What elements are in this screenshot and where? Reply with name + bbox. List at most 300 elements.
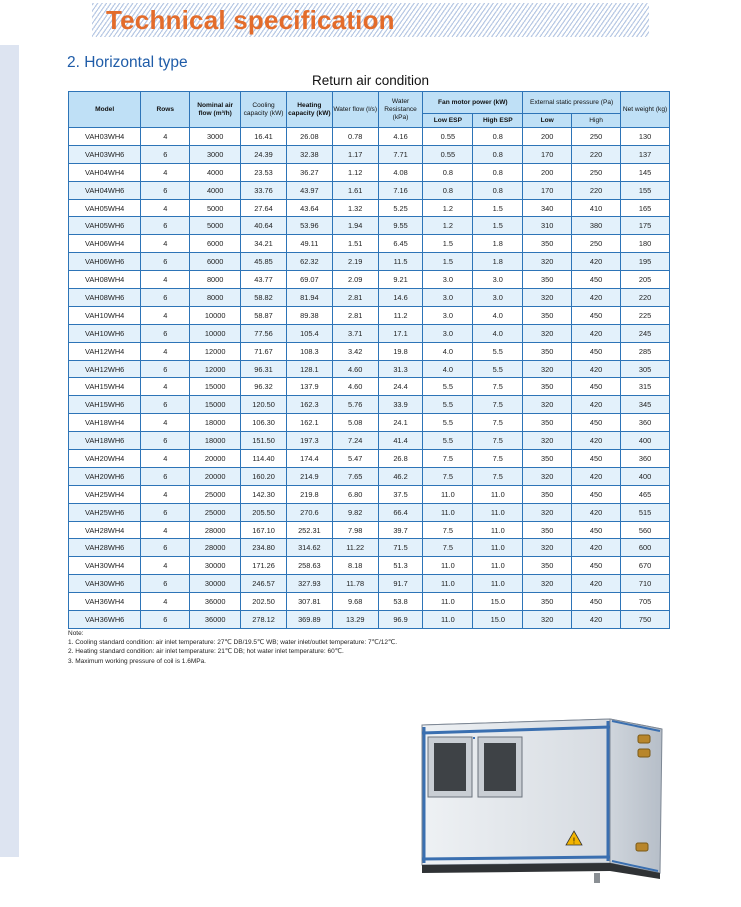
cell-fan-low: 11.0 (423, 557, 473, 575)
cell-water-resistance: 31.3 (378, 360, 423, 378)
cell-esp-high: 420 (572, 432, 621, 450)
table-row (69, 503, 670, 521)
cell-fan-low: 11.0 (423, 485, 473, 503)
cell-model: VAH20WH4 (69, 450, 141, 468)
cell-weight: 130 (621, 128, 670, 146)
cell-esp-high: 420 (572, 611, 621, 629)
cell-weight: 515 (621, 503, 670, 521)
cell-water-resistance: 33.9 (378, 396, 423, 414)
cell-esp-high: 420 (572, 289, 621, 307)
cell-airflow: 28000 (190, 539, 241, 557)
cell-fan-low: 3.0 (423, 306, 473, 324)
cell-weight: 400 (621, 432, 670, 450)
cell-airflow: 25000 (190, 485, 241, 503)
cell-water-flow: 11.78 (332, 575, 378, 593)
cell-water-flow: 1.61 (332, 181, 378, 199)
cell-weight: 165 (621, 199, 670, 217)
cell-rows: 6 (141, 145, 190, 163)
cell-weight: 305 (621, 360, 670, 378)
cell-heating: 105.4 (286, 324, 332, 342)
col-header-fan-low: Low ESP (423, 114, 473, 128)
cell-esp-low: 320 (523, 539, 572, 557)
cell-water-resistance: 19.8 (378, 342, 423, 360)
cell-water-resistance: 26.8 (378, 450, 423, 468)
cell-water-flow: 9.68 (332, 593, 378, 611)
cell-model: VAH05WH6 (69, 217, 141, 235)
cell-esp-high: 420 (572, 575, 621, 593)
cell-esp-low: 310 (523, 217, 572, 235)
cell-water-flow: 2.09 (332, 271, 378, 289)
cell-fan-high: 11.0 (473, 521, 523, 539)
cell-water-resistance: 9.21 (378, 271, 423, 289)
cell-fan-low: 3.0 (423, 271, 473, 289)
cell-fan-high: 0.8 (473, 145, 523, 163)
cell-fan-low: 1.5 (423, 235, 473, 253)
cell-cooling: 151.50 (241, 432, 287, 450)
cell-fan-low: 1.2 (423, 199, 473, 217)
cell-cooling: 114.40 (241, 450, 287, 468)
table-row (69, 414, 670, 432)
cell-heating: 137.9 (286, 378, 332, 396)
cell-model: VAH08WH6 (69, 289, 141, 307)
cell-cooling: 120.50 (241, 396, 287, 414)
cell-model: VAH36WH6 (69, 611, 141, 629)
cell-fan-low: 4.0 (423, 342, 473, 360)
cell-esp-low: 170 (523, 145, 572, 163)
cell-cooling: 58.87 (241, 306, 287, 324)
cell-fan-high: 7.5 (473, 396, 523, 414)
cell-airflow: 12000 (190, 360, 241, 378)
cell-esp-low: 320 (523, 360, 572, 378)
cell-fan-low: 11.0 (423, 575, 473, 593)
cell-rows: 6 (141, 611, 190, 629)
cell-weight: 400 (621, 467, 670, 485)
table-row (69, 611, 670, 629)
cell-rows: 4 (141, 235, 190, 253)
cell-water-flow: 5.47 (332, 450, 378, 468)
cell-cooling: 27.64 (241, 199, 287, 217)
table-row (69, 575, 670, 593)
cell-fan-high: 5.5 (473, 360, 523, 378)
air-outlet-left (428, 737, 472, 797)
cell-esp-low: 350 (523, 235, 572, 253)
cell-esp-low: 350 (523, 450, 572, 468)
cell-cooling: 23.53 (241, 163, 287, 181)
cell-fan-low: 0.55 (423, 128, 473, 146)
cell-esp-low: 170 (523, 181, 572, 199)
cell-fan-low: 5.5 (423, 432, 473, 450)
cell-water-resistance: 39.7 (378, 521, 423, 539)
cell-cooling: 106.30 (241, 414, 287, 432)
cell-water-resistance: 37.5 (378, 485, 423, 503)
cell-esp-low: 350 (523, 593, 572, 611)
cell-heating: 219.8 (286, 485, 332, 503)
page-title: Technical specification (106, 5, 395, 35)
cell-airflow: 15000 (190, 396, 241, 414)
cell-esp-high: 420 (572, 360, 621, 378)
cell-water-flow: 2.19 (332, 253, 378, 271)
cell-fan-low: 0.8 (423, 163, 473, 181)
cell-weight: 245 (621, 324, 670, 342)
cell-heating: 252.31 (286, 521, 332, 539)
cell-esp-low: 350 (523, 557, 572, 575)
cell-fan-high: 7.5 (473, 450, 523, 468)
table-row (69, 593, 670, 611)
cell-fan-high: 11.0 (473, 575, 523, 593)
cell-airflow: 3000 (190, 145, 241, 163)
cell-weight: 600 (621, 539, 670, 557)
cell-fan-high: 7.5 (473, 414, 523, 432)
cell-fan-low: 11.0 (423, 611, 473, 629)
cell-heating: 162.3 (286, 396, 332, 414)
cell-esp-high: 450 (572, 485, 621, 503)
cell-rows: 4 (141, 378, 190, 396)
cell-water-resistance: 5.25 (378, 199, 423, 217)
cell-heating: 53.96 (286, 217, 332, 235)
cell-fan-high: 7.5 (473, 467, 523, 485)
col-header-cooling: Cooling capacity (kW) (241, 92, 287, 128)
cell-water-flow: 4.60 (332, 378, 378, 396)
cell-model: VAH10WH6 (69, 324, 141, 342)
cell-weight: 175 (621, 217, 670, 235)
cell-cooling: 58.82 (241, 289, 287, 307)
cell-esp-high: 420 (572, 539, 621, 557)
table-row (69, 145, 670, 163)
table-row (69, 432, 670, 450)
cell-water-resistance: 9.55 (378, 217, 423, 235)
cell-fan-low: 11.0 (423, 503, 473, 521)
cell-airflow: 8000 (190, 271, 241, 289)
cell-fan-high: 1.8 (473, 235, 523, 253)
cell-rows: 4 (141, 306, 190, 324)
cell-water-resistance: 11.5 (378, 253, 423, 271)
note-item: 3. Maximum working pressure of coil is 1.6MPa. (68, 657, 206, 665)
cell-water-resistance: 41.4 (378, 432, 423, 450)
cell-water-resistance: 24.4 (378, 378, 423, 396)
cell-cooling: 96.32 (241, 378, 287, 396)
cell-weight: 137 (621, 145, 670, 163)
cell-water-resistance: 11.2 (378, 306, 423, 324)
cell-model: VAH15WH6 (69, 396, 141, 414)
table-row (69, 217, 670, 235)
cell-water-flow: 8.18 (332, 557, 378, 575)
cell-cooling: 40.64 (241, 217, 287, 235)
cell-fan-low: 5.5 (423, 396, 473, 414)
cell-esp-low: 320 (523, 503, 572, 521)
cell-esp-high: 250 (572, 163, 621, 181)
cell-esp-low: 200 (523, 163, 572, 181)
cell-rows: 6 (141, 217, 190, 235)
cell-cooling: 34.21 (241, 235, 287, 253)
cell-esp-low: 320 (523, 467, 572, 485)
cell-fan-high: 1.5 (473, 217, 523, 235)
cell-rows: 6 (141, 324, 190, 342)
table-row (69, 235, 670, 253)
cell-airflow: 6000 (190, 235, 241, 253)
cell-esp-low: 320 (523, 575, 572, 593)
cell-cooling: 160.20 (241, 467, 287, 485)
cell-airflow: 18000 (190, 432, 241, 450)
cell-rows: 6 (141, 181, 190, 199)
col-header-esp: External static pressure (Pa) (523, 92, 621, 114)
cell-esp-low: 340 (523, 199, 572, 217)
cell-esp-high: 250 (572, 128, 621, 146)
table-row (69, 378, 670, 396)
cell-esp-high: 220 (572, 181, 621, 199)
cell-fan-low: 7.5 (423, 521, 473, 539)
cell-model: VAH08WH4 (69, 271, 141, 289)
cell-cooling: 33.76 (241, 181, 287, 199)
cell-water-flow: 13.29 (332, 611, 378, 629)
cell-esp-low: 350 (523, 271, 572, 289)
cell-fan-low: 1.2 (423, 217, 473, 235)
table-row (69, 485, 670, 503)
cell-rows: 4 (141, 163, 190, 181)
cell-fan-high: 0.8 (473, 181, 523, 199)
cell-weight: 465 (621, 485, 670, 503)
cell-weight: 360 (621, 450, 670, 468)
cell-water-flow: 1.12 (332, 163, 378, 181)
cell-esp-low: 350 (523, 378, 572, 396)
cell-heating: 214.9 (286, 467, 332, 485)
table-row (69, 181, 670, 199)
cell-water-resistance: 17.1 (378, 324, 423, 342)
table-row (69, 253, 670, 271)
cell-rows: 6 (141, 360, 190, 378)
cell-water-flow: 3.42 (332, 342, 378, 360)
title-banner (92, 3, 649, 37)
cell-esp-low: 350 (523, 485, 572, 503)
cell-heating: 81.94 (286, 289, 332, 307)
cell-esp-low: 350 (523, 414, 572, 432)
cell-model: VAH25WH6 (69, 503, 141, 521)
table-row (69, 539, 670, 557)
cell-esp-high: 450 (572, 521, 621, 539)
cell-fan-high: 15.0 (473, 593, 523, 611)
cell-rows: 4 (141, 128, 190, 146)
cell-rows: 6 (141, 503, 190, 521)
cell-airflow: 20000 (190, 467, 241, 485)
cell-fan-low: 3.0 (423, 324, 473, 342)
cell-esp-low: 320 (523, 396, 572, 414)
cell-weight: 155 (621, 181, 670, 199)
cell-esp-low: 350 (523, 342, 572, 360)
cell-water-flow: 11.22 (332, 539, 378, 557)
cell-water-resistance: 4.08 (378, 163, 423, 181)
cell-weight: 670 (621, 557, 670, 575)
cell-airflow: 4000 (190, 163, 241, 181)
cell-heating: 43.97 (286, 181, 332, 199)
cell-heating: 36.27 (286, 163, 332, 181)
cell-esp-high: 220 (572, 145, 621, 163)
cell-water-flow: 1.17 (332, 145, 378, 163)
cell-water-flow: 5.76 (332, 396, 378, 414)
col-header-rows: Rows (141, 92, 190, 128)
cell-airflow: 18000 (190, 414, 241, 432)
cell-heating: 258.63 (286, 557, 332, 575)
table-row (69, 289, 670, 307)
cell-fan-high: 4.0 (473, 306, 523, 324)
cell-esp-high: 420 (572, 396, 621, 414)
cell-model: VAH12WH4 (69, 342, 141, 360)
cell-weight: 195 (621, 253, 670, 271)
cell-weight: 360 (621, 414, 670, 432)
table-row (69, 521, 670, 539)
cell-fan-high: 3.0 (473, 289, 523, 307)
cell-fan-low: 7.5 (423, 539, 473, 557)
cell-weight: 710 (621, 575, 670, 593)
cell-fan-high: 15.0 (473, 611, 523, 629)
cell-fan-low: 0.8 (423, 181, 473, 199)
cell-model: VAH12WH6 (69, 360, 141, 378)
cell-model: VAH25WH4 (69, 485, 141, 503)
cell-water-flow: 0.78 (332, 128, 378, 146)
cell-airflow: 5000 (190, 217, 241, 235)
table-row (69, 128, 670, 146)
cell-rows: 4 (141, 521, 190, 539)
cell-model: VAH28WH4 (69, 521, 141, 539)
cell-water-flow: 5.08 (332, 414, 378, 432)
cell-model: VAH30WH6 (69, 575, 141, 593)
cell-cooling: 234.80 (241, 539, 287, 557)
cell-water-resistance: 71.5 (378, 539, 423, 557)
table-row (69, 342, 670, 360)
table-row (69, 306, 670, 324)
cell-model: VAH03WH6 (69, 145, 141, 163)
cell-heating: 69.07 (286, 271, 332, 289)
cell-rows: 4 (141, 271, 190, 289)
cell-esp-low: 320 (523, 432, 572, 450)
cell-weight: 285 (621, 342, 670, 360)
cell-cooling: 278.12 (241, 611, 287, 629)
cell-esp-low: 200 (523, 128, 572, 146)
cell-weight: 315 (621, 378, 670, 396)
cell-model: VAH28WH6 (69, 539, 141, 557)
cell-cooling: 142.30 (241, 485, 287, 503)
cell-esp-low: 350 (523, 306, 572, 324)
cell-esp-high: 250 (572, 235, 621, 253)
cell-water-flow: 1.51 (332, 235, 378, 253)
cell-fan-low: 0.55 (423, 145, 473, 163)
cell-cooling: 45.85 (241, 253, 287, 271)
cell-water-resistance: 91.7 (378, 575, 423, 593)
notes-heading: Note: (68, 630, 84, 637)
cell-esp-low: 320 (523, 324, 572, 342)
cell-heating: 108.3 (286, 342, 332, 360)
col-header-model: Model (69, 92, 141, 128)
cell-fan-low: 5.5 (423, 378, 473, 396)
cell-fan-high: 1.8 (473, 253, 523, 271)
cell-model: VAH20WH6 (69, 467, 141, 485)
cell-cooling: 205.50 (241, 503, 287, 521)
cell-fan-high: 7.5 (473, 432, 523, 450)
cell-esp-low: 320 (523, 611, 572, 629)
cell-rows: 4 (141, 485, 190, 503)
cell-airflow: 5000 (190, 199, 241, 217)
cell-model: VAH30WH4 (69, 557, 141, 575)
cell-heating: 174.4 (286, 450, 332, 468)
cell-water-resistance: 7.71 (378, 145, 423, 163)
cell-esp-low: 320 (523, 253, 572, 271)
cell-weight: 145 (621, 163, 670, 181)
cell-water-resistance: 7.16 (378, 181, 423, 199)
cell-heating: 49.11 (286, 235, 332, 253)
cell-airflow: 4000 (190, 181, 241, 199)
cell-rows: 4 (141, 450, 190, 468)
cell-esp-low: 320 (523, 289, 572, 307)
cell-airflow: 15000 (190, 378, 241, 396)
cell-rows: 6 (141, 253, 190, 271)
cell-weight: 705 (621, 593, 670, 611)
cell-water-flow: 7.24 (332, 432, 378, 450)
cell-fan-high: 11.0 (473, 539, 523, 557)
cell-cooling: 202.50 (241, 593, 287, 611)
cell-rows: 4 (141, 557, 190, 575)
cell-fan-low: 7.5 (423, 467, 473, 485)
cell-heating: 327.93 (286, 575, 332, 593)
col-header-water-resistance: Water Resistance (kPa) (378, 92, 423, 128)
cell-fan-low: 11.0 (423, 593, 473, 611)
cell-model: VAH18WH6 (69, 432, 141, 450)
cell-model: VAH15WH4 (69, 378, 141, 396)
cell-rows: 6 (141, 575, 190, 593)
air-outlet-right (478, 737, 522, 797)
cell-cooling: 171.26 (241, 557, 287, 575)
cell-weight: 220 (621, 289, 670, 307)
cell-esp-high: 420 (572, 324, 621, 342)
cell-rows: 6 (141, 467, 190, 485)
cell-cooling: 246.57 (241, 575, 287, 593)
col-header-fan-high: High ESP (473, 114, 523, 128)
cell-fan-high: 11.0 (473, 485, 523, 503)
cell-model: VAH36WH4 (69, 593, 141, 611)
cell-airflow: 20000 (190, 450, 241, 468)
cell-weight: 345 (621, 396, 670, 414)
side-accent-bar (0, 45, 19, 857)
cell-fan-high: 0.8 (473, 163, 523, 181)
cell-fan-high: 7.5 (473, 378, 523, 396)
cell-model: VAH04WH4 (69, 163, 141, 181)
table-caption: Return air condition (311, 73, 430, 88)
col-header-esp-low: Low (523, 114, 572, 128)
cell-heating: 307.81 (286, 593, 332, 611)
cell-heating: 128.1 (286, 360, 332, 378)
cell-esp-high: 410 (572, 199, 621, 217)
cell-water-flow: 7.98 (332, 521, 378, 539)
col-header-heating: Heating capacity (kW) (286, 92, 332, 128)
cell-heating: 89.38 (286, 306, 332, 324)
cell-airflow: 12000 (190, 342, 241, 360)
cell-water-resistance: 46.2 (378, 467, 423, 485)
cell-model: VAH06WH6 (69, 253, 141, 271)
cell-water-flow: 1.94 (332, 217, 378, 235)
cell-rows: 4 (141, 593, 190, 611)
cell-cooling: 167.10 (241, 521, 287, 539)
cell-water-flow: 2.81 (332, 289, 378, 307)
cell-esp-high: 450 (572, 450, 621, 468)
cell-fan-low: 7.5 (423, 450, 473, 468)
cell-fan-high: 0.8 (473, 128, 523, 146)
table-row (69, 557, 670, 575)
cell-airflow: 8000 (190, 289, 241, 307)
cell-model: VAH10WH4 (69, 306, 141, 324)
col-header-weight: Net weight (kg) (621, 92, 670, 128)
cell-weight: 180 (621, 235, 670, 253)
cell-esp-high: 420 (572, 503, 621, 521)
cell-fan-high: 11.0 (473, 557, 523, 575)
cell-heating: 270.6 (286, 503, 332, 521)
cell-heating: 43.64 (286, 199, 332, 217)
